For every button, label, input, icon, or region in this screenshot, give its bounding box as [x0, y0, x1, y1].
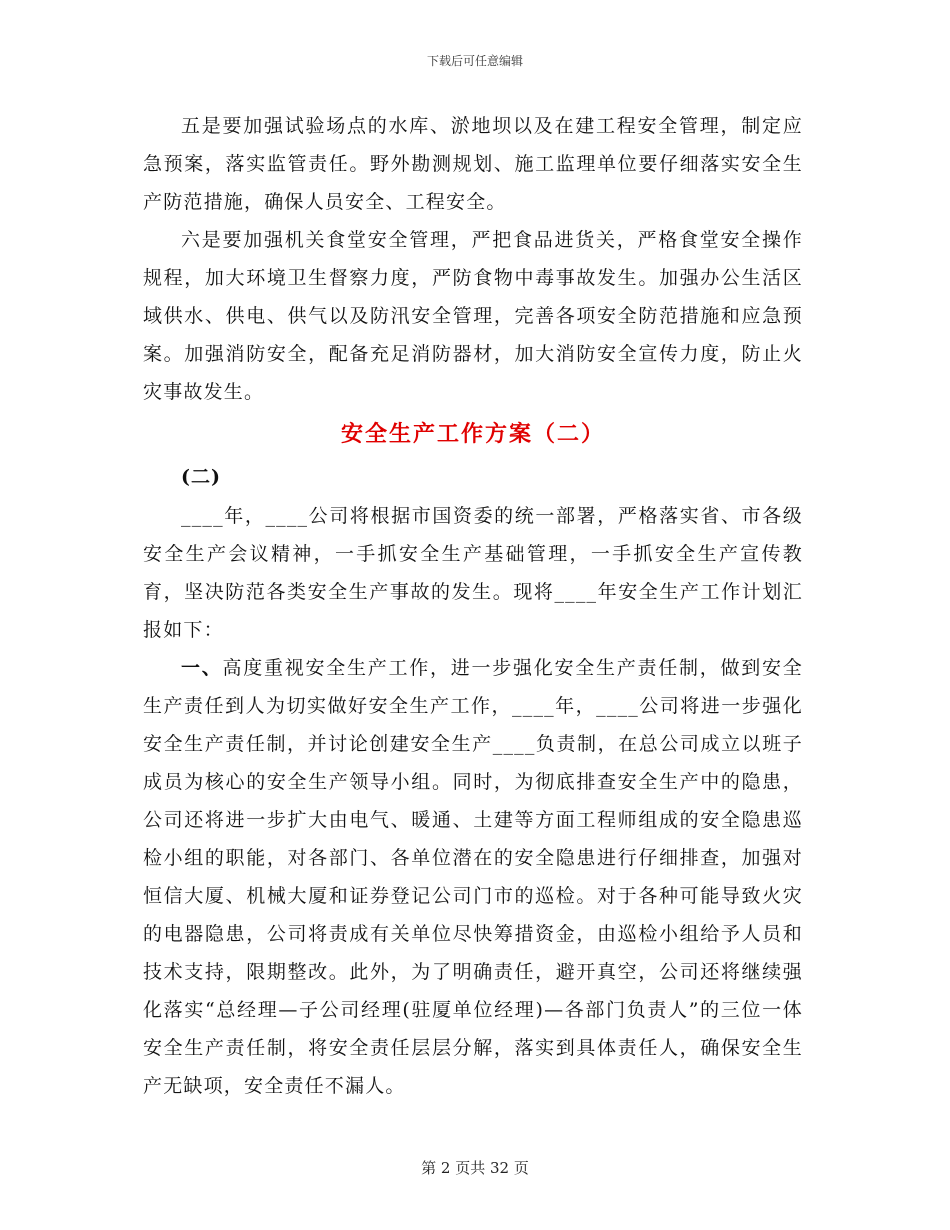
- page-footer: 第 2 页共 32 页: [421, 1159, 529, 1177]
- item-1-text: 高度重视安全生产工作，进一步强化安全生产责任制，做到安全生产责任到人为切实做好安全生产工作，____年，____公司将进一步强化安全生产责任制，并讨论创建安全生产____负责制，在总公司成立以班子成员为核心的安全生产领导小组。同时，为彻底排查安全生产中的隐患，公司还将进一步扩大由电气、暖通、土建等方面工程师组成的安全隐患巡检小组的职能，对各部门、各单位潜在的安全隐患进行仔细排查，加强对恒信大厦、机械大厦和证券登记公司门市的巡检。对于各种可能导致火灾的电器隐患，公司将责成有关单位尽快筹措资金，由巡检小组给予人员和技术支持，限期整改。此外，为了明确责任，避开真空，公司还将继续强化落实“总经理—子公司经理(驻厦单位经理)—各部门负责人”的三位一体安全生产责任制，将安全责任层层分解，落实到具体责任人，确保安全生产无缺项，安全责任不漏人。: [143, 657, 803, 1097]
- item-1-number: 一、: [181, 657, 223, 679]
- paragraph-item-6: 六是要加强机关食堂安全管理，严把食品进货关，严格食堂安全操作规程，加大环境卫生督察力度，严防食物中毒事故发生。加强办公生活区域供水、供电、供气以及防汛安全管理，完善各项安全防范措施和应急预案。加强消防安全，配备充足消防器材，加大消防安全宣传力度，防止火灾事故发生。: [143, 229, 803, 403]
- page-header: 下载后可任意编辑: [426, 54, 523, 68]
- paragraph-item-5: 五是要加强试验场点的水库、淤地坝以及在建工程安全管理，制定应急预案，落实监管责任。野外勘测规划、施工监理单位要仔细落实安全生产防范措施，确保人员安全、工程安全。: [143, 115, 803, 213]
- intro-paragraph: ____年，____公司将根据市国资委的统一部署，严格落实省、市各级安全生产会议精神，一手抓安全生产基础管理，一手抓安全生产宣传教育，坚决防范各类安全生产事故的发生。现将____年安全生产工作计划汇报如下：: [143, 505, 803, 641]
- document-body: [143, 107, 803, 1105]
- item-1-paragraph: [143, 649, 803, 1105]
- section-subheading: (二): [181, 466, 221, 488]
- section-title: 安全生产工作方案（二）: [340, 421, 605, 447]
